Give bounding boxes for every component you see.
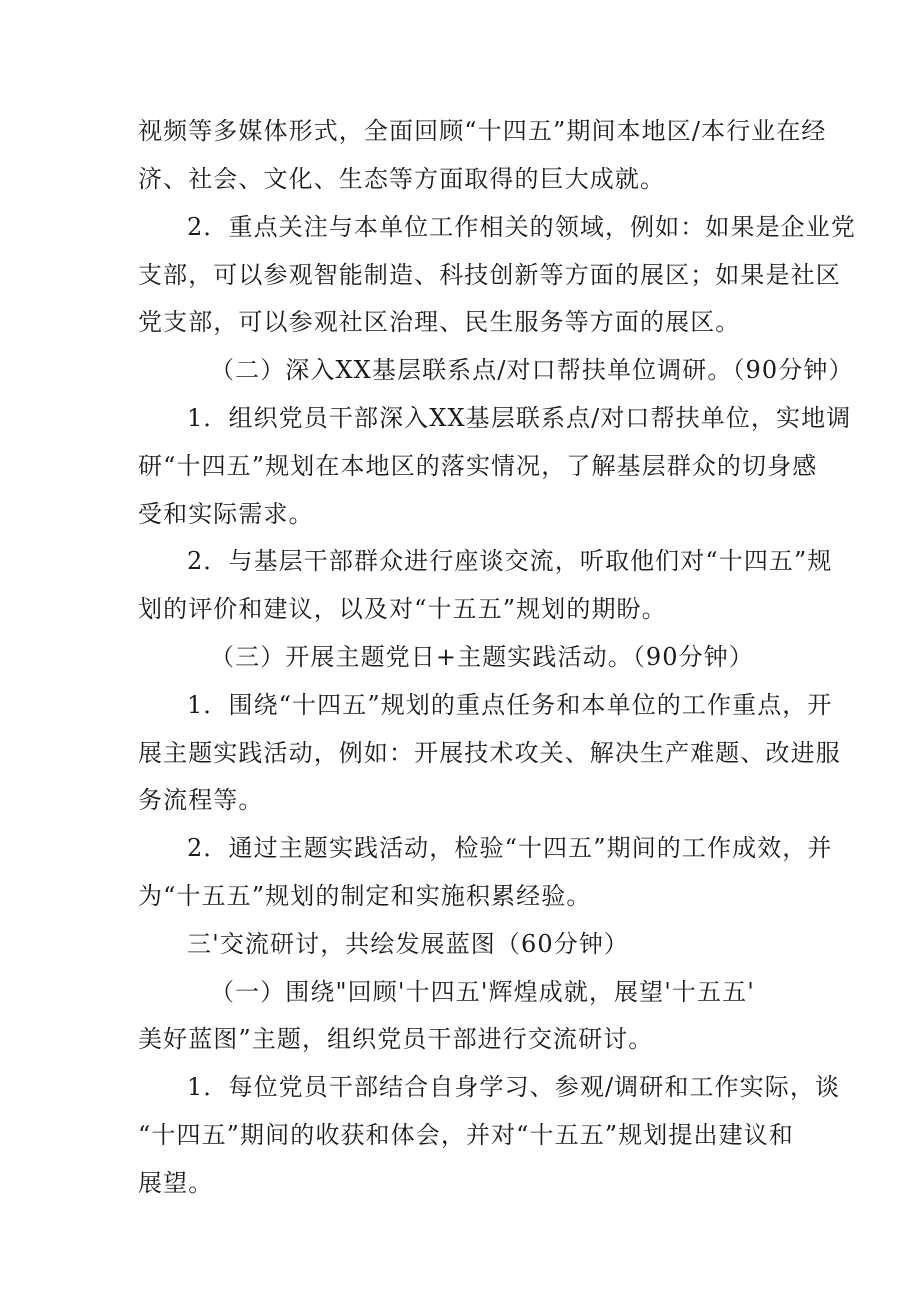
paragraph-line: 支部，可以参观智能制造、科技创新等方面的展区；如果是社区 bbox=[138, 261, 841, 289]
list-item-line: 1．每位党员干部结合自身学习、参观/调研和工作实际，谈 bbox=[187, 1073, 841, 1101]
section-heading: （三）开展主题党日+主题实践活动。（90分钟） bbox=[210, 643, 754, 671]
paragraph-line: 划的评价和建议，以及对“十五五”规划的期盼。 bbox=[138, 595, 667, 623]
paragraph-line: 研“十四五”规划在本地区的落实情况，了解基层群众的切身感 bbox=[138, 452, 818, 480]
paragraph-line: 为“十五五”规划的制定和实施积累经验。 bbox=[138, 882, 592, 910]
list-item-line: 2．通过主题实践活动，检验“十四五”期间的工作成效，并 bbox=[187, 834, 833, 862]
paragraph-line: 美好蓝图”主题，组织党员干部进行交流研讨。 bbox=[138, 1025, 654, 1053]
list-item-line: 1．围绕“十四五”规划的重点任务和本单位的工作重点，开 bbox=[187, 691, 833, 719]
section-heading: （二）深入XX基层联系点/对口帮扶单位调研。（90分钟） bbox=[210, 356, 854, 384]
section-title: 三'交流研讨，共绘发展蓝图（60分钟） bbox=[187, 930, 630, 958]
list-item-line: 2．重点关注与本单位工作相关的领域，例如：如果是企业党 bbox=[187, 213, 856, 241]
paragraph-line: 视频等多媒体形式，全面回顾“十四五”期间本地区/本行业在经 bbox=[138, 117, 827, 145]
paragraph-line: 党支部，可以参观社区治理、民生服务等方面的展区。 bbox=[138, 308, 741, 336]
list-item-line: 1．组织党员干部深入XX基层联系点/对口帮扶单位，实地调 bbox=[187, 404, 852, 432]
list-item-line: 2．与基层干部群众进行座谈交流，听取他们对“十四五”规 bbox=[187, 547, 833, 575]
paragraph-line: 展主题实践活动，例如：开展技术攻关、解决生产难题、改进服 bbox=[138, 739, 841, 767]
subsection-heading: （一）围绕"回顾'十四五'辉煌成就，展望'十五五' bbox=[210, 978, 755, 1006]
paragraph-line: 受和实际需求。 bbox=[138, 500, 314, 528]
paragraph-line: 济、社会、文化、生态等方面取得的巨大成就。 bbox=[138, 165, 666, 193]
paragraph-line: 务流程等。 bbox=[138, 786, 264, 814]
paragraph-line: “十四五”期间的收获和体会，并对“十五五”规划提出建议和 bbox=[138, 1121, 794, 1149]
paragraph-line: 展望。 bbox=[138, 1169, 214, 1197]
